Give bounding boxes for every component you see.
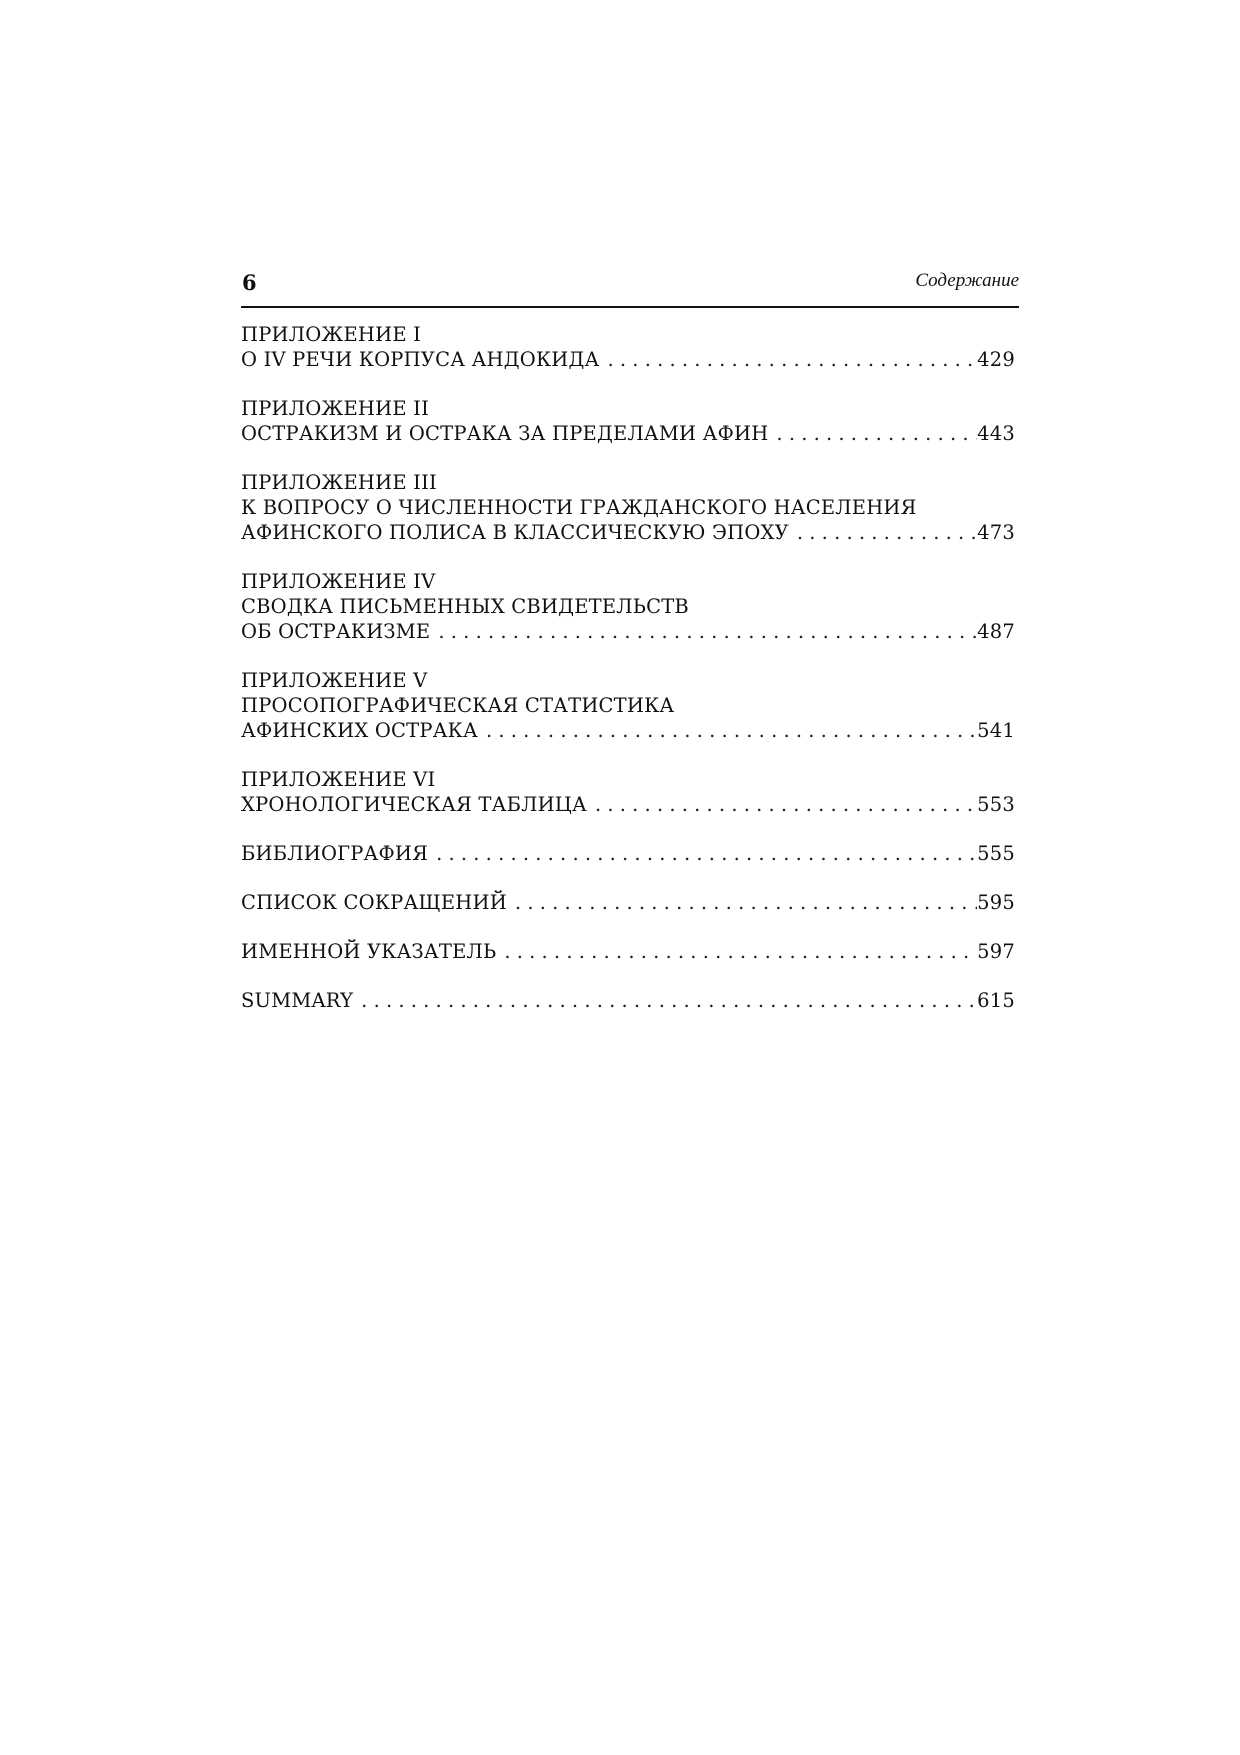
toc-page-number: 429	[977, 348, 1015, 371]
toc-entry[interactable]	[241, 569, 1015, 644]
toc-entry-title: АФИНСКИХ ОСТРАКА	[241, 719, 478, 742]
toc-entry-title-line	[241, 841, 1015, 866]
toc-entry-text: ПРИЛОЖЕНИЕ II	[241, 397, 429, 420]
toc-entry[interactable]	[241, 470, 1015, 545]
toc-entry-line	[241, 495, 1015, 520]
toc-page-number: 473	[977, 521, 1015, 544]
toc-entry[interactable]	[241, 988, 1015, 1013]
dot-leader	[361, 988, 977, 1013]
toc-page-number: 555	[977, 842, 1015, 865]
toc-entry-title: АФИНСКОГО ПОЛИСА В КЛАССИЧЕСКУЮ ЭПОХУ	[241, 521, 789, 544]
toc-entry-text: СВОДКА ПИСЬМЕННЫХ СВИДЕТЕЛЬСТВ	[241, 595, 689, 618]
dot-leader	[515, 890, 977, 915]
toc-entry-line	[241, 322, 1015, 347]
table-of-contents	[241, 322, 1015, 1037]
toc-entry-line	[241, 396, 1015, 421]
toc-page-number: 615	[977, 989, 1015, 1012]
toc-entry-text: ПРИЛОЖЕНИЕ I	[241, 323, 422, 346]
toc-entry-title-line	[241, 988, 1015, 1013]
toc-entry-title-line	[241, 421, 1015, 446]
dot-leader	[438, 619, 977, 644]
dot-leader	[486, 718, 977, 743]
toc-entry[interactable]	[241, 841, 1015, 866]
toc-entry-title: СПИСОК СОКРАЩЕНИЙ	[241, 891, 507, 914]
toc-entry-title: ОСТРАКИЗМ И ОСТРАКА ЗА ПРЕДЕЛАМИ АФИН	[241, 422, 769, 445]
toc-entry[interactable]	[241, 939, 1015, 964]
running-title: Содержание	[915, 270, 1019, 291]
toc-entry-title: БИБЛИОГРАФИЯ	[241, 842, 429, 865]
toc-entry-text: ПРИЛОЖЕНИЕ VI	[241, 768, 436, 791]
toc-entry-line	[241, 569, 1015, 594]
toc-entry-text: ПРИЛОЖЕНИЕ V	[241, 669, 428, 692]
toc-entry-line	[241, 594, 1015, 619]
toc-entry-title-line	[241, 520, 1015, 545]
toc-entry-text: ПРОСОПОГРАФИЧЕСКАЯ СТАТИСТИКА	[241, 694, 675, 717]
toc-entry[interactable]	[241, 322, 1015, 372]
dot-leader	[504, 939, 977, 964]
toc-entry-text: К ВОПРОСУ О ЧИСЛЕННОСТИ ГРАЖДАНСКОГО НАСЕЛЕНИЯ	[241, 496, 917, 519]
dot-leader	[436, 841, 977, 866]
toc-page-number: 443	[977, 422, 1015, 445]
toc-entry[interactable]	[241, 890, 1015, 915]
toc-entry-title-line	[241, 890, 1015, 915]
toc-entry-line	[241, 668, 1015, 693]
toc-entry-line	[241, 767, 1015, 792]
toc-entry[interactable]	[241, 396, 1015, 446]
toc-entry-title: О IV РЕЧИ КОРПУСА АНДОКИДА	[241, 348, 600, 371]
toc-entry[interactable]	[241, 668, 1015, 743]
toc-entry[interactable]	[241, 767, 1015, 817]
toc-entry-title-line	[241, 718, 1015, 743]
toc-page-number: 487	[977, 620, 1015, 643]
toc-page-number: 553	[977, 793, 1015, 816]
toc-entry-title-line	[241, 939, 1015, 964]
toc-entry-line	[241, 470, 1015, 495]
dot-leader	[608, 347, 978, 372]
toc-page-number: 541	[977, 719, 1015, 742]
toc-entry-title: ОБ ОСТРАКИЗМЕ	[241, 620, 431, 643]
toc-entry-title: ХРОНОЛОГИЧЕСКАЯ ТАБЛИЦА	[241, 793, 587, 816]
page-header	[241, 266, 1019, 308]
toc-entry-title-line	[241, 792, 1015, 817]
toc-entry-title: SUMMARY	[241, 989, 354, 1012]
toc-entry-title-line	[241, 347, 1015, 372]
page-number: 6	[242, 270, 257, 295]
toc-entry-title: ИМЕННОЙ УКАЗАТЕЛЬ	[241, 940, 497, 963]
dot-leader	[797, 520, 977, 545]
toc-page-number: 597	[977, 940, 1015, 963]
toc-page-number: 595	[977, 891, 1015, 914]
toc-entry-title-line	[241, 619, 1015, 644]
dot-leader	[595, 792, 977, 817]
toc-entry-line	[241, 693, 1015, 718]
dot-leader	[776, 421, 977, 446]
toc-entry-text: ПРИЛОЖЕНИЕ III	[241, 471, 437, 494]
toc-entry-text: ПРИЛОЖЕНИЕ IV	[241, 570, 436, 593]
